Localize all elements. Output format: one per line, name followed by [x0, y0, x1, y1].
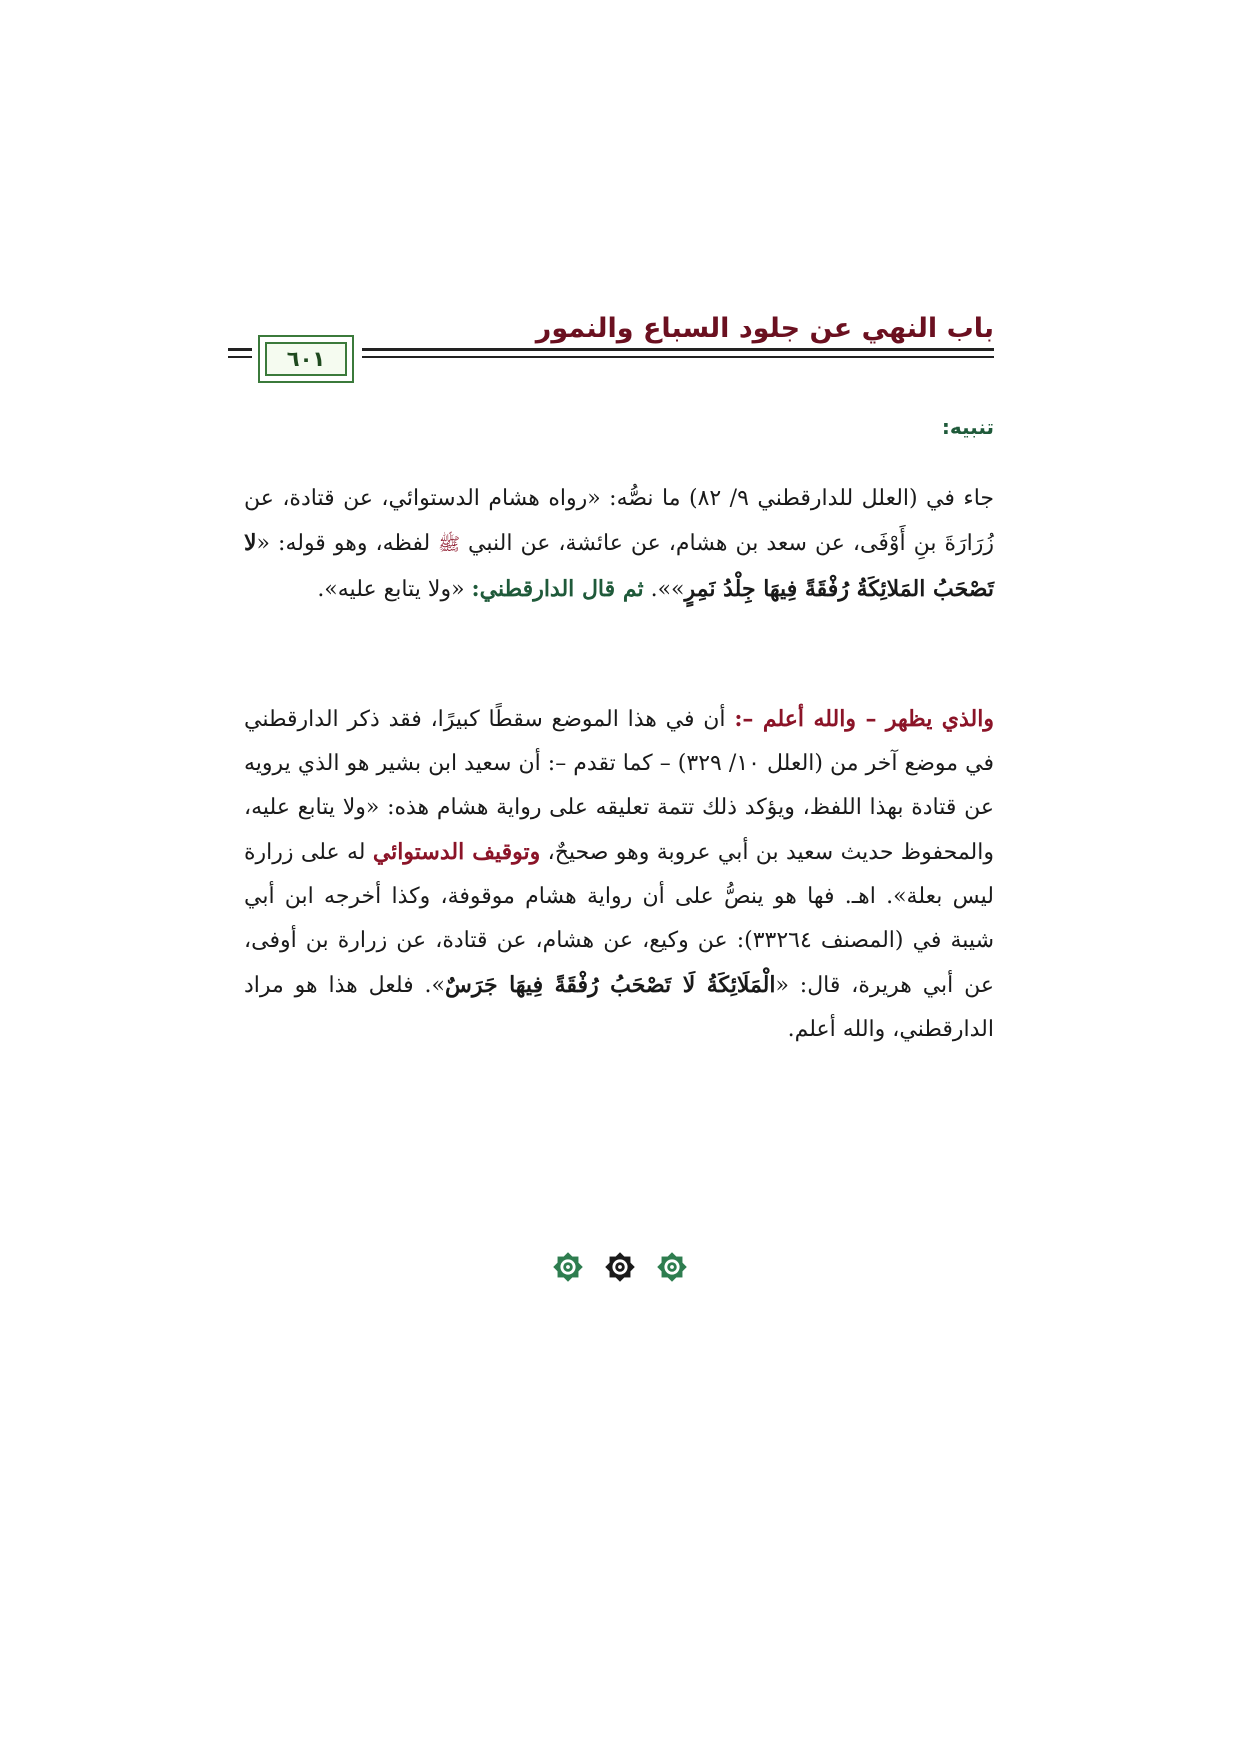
p1-text-1: جاء في (العلل للدارقطني ٩/ ٨٢) ما نصُّه: «رواه هشام الدستوائي، عن قتادة، عن زُرَارَةَ بنِ أَوْفَى، عن سعد بن هشام، عن عائشة، عن النبي — [244, 486, 995, 556]
salla-symbol: ﷺ — [438, 534, 461, 555]
p1-daraqutni-said: ثم قال الدارقطني: — [471, 576, 644, 602]
p1-text-2: لفظه، وهو قوله: « — [256, 531, 439, 556]
page-number-frame — [258, 335, 354, 383]
ornament-flower-icon — [653, 1248, 691, 1286]
p2-lead-phrase: والذي يظهر – والله أعلم –: — [734, 706, 994, 732]
p2-text-3: ». فلعل هذا هو مراد الدارقطني، والله أعلم. — [244, 973, 994, 1042]
page-number: ٦٠١ — [286, 347, 326, 371]
p1-text-4: «ولا يتابع عليه». — [317, 577, 472, 602]
section-end-ornaments — [0, 1248, 1240, 1286]
p2-text-2: له على زرارة ليس بعلة». اهـ. فها هو ينصُّ على أن رواية هشام موقوفة، وكذا أخرجه ابن أبي شيبة في (المصنف ٣٣٢٦٤): عن وكيع، عن هشام، عن قتادة، عن زرارة بن أوفى، عن أبي هريرة، قال: « — [244, 840, 995, 998]
ornament-flower-icon — [601, 1248, 639, 1286]
note-label: تنبيه: — [941, 415, 994, 439]
p2-text-1: أن في هذا الموضع سقطًا كبيرًا، فقد ذكر الدارقطني في موضع آخر من (العلل ١٠/ ٣٢٩) – كما تقدم –: أن سعيد ابن بشير هو الذي يرويه عن قتادة بهذا اللفظ، ويؤكد ذلك تتمة تعليقه على رواية هشام هذه: «ولا يتابع عليه، والمحفوظ حديث سعيد بن أبي عروبة وهو صحيحٌ، — [244, 707, 994, 865]
p2-highlight: وتوقيف الدستوائي — [372, 839, 541, 865]
chapter-title: باب النهي عن جلود السباع والنمور — [535, 313, 994, 344]
paragraph-1 — [244, 477, 994, 612]
header-rule-left — [228, 348, 252, 351]
ornament-flower-icon — [549, 1248, 587, 1286]
paragraph-2 — [244, 697, 994, 1052]
p2-hadith: الْمَلَائِكَةُ لَا تَصْحَبُ رُفْقَةً فِيهَا جَرَسٌ — [444, 972, 776, 998]
header-rule-right — [362, 348, 994, 351]
p1-text-3: »». — [643, 577, 685, 602]
page-number-frame-inner — [265, 342, 347, 376]
p1-hadith: لا تَصْحَبُ المَلائِكَةُ رُفْقَةً فِيهَا جِلْدُ نَمِرٍ — [244, 530, 994, 602]
header-rule-right-lower — [362, 356, 994, 358]
header-rule-left-lower — [228, 356, 252, 358]
